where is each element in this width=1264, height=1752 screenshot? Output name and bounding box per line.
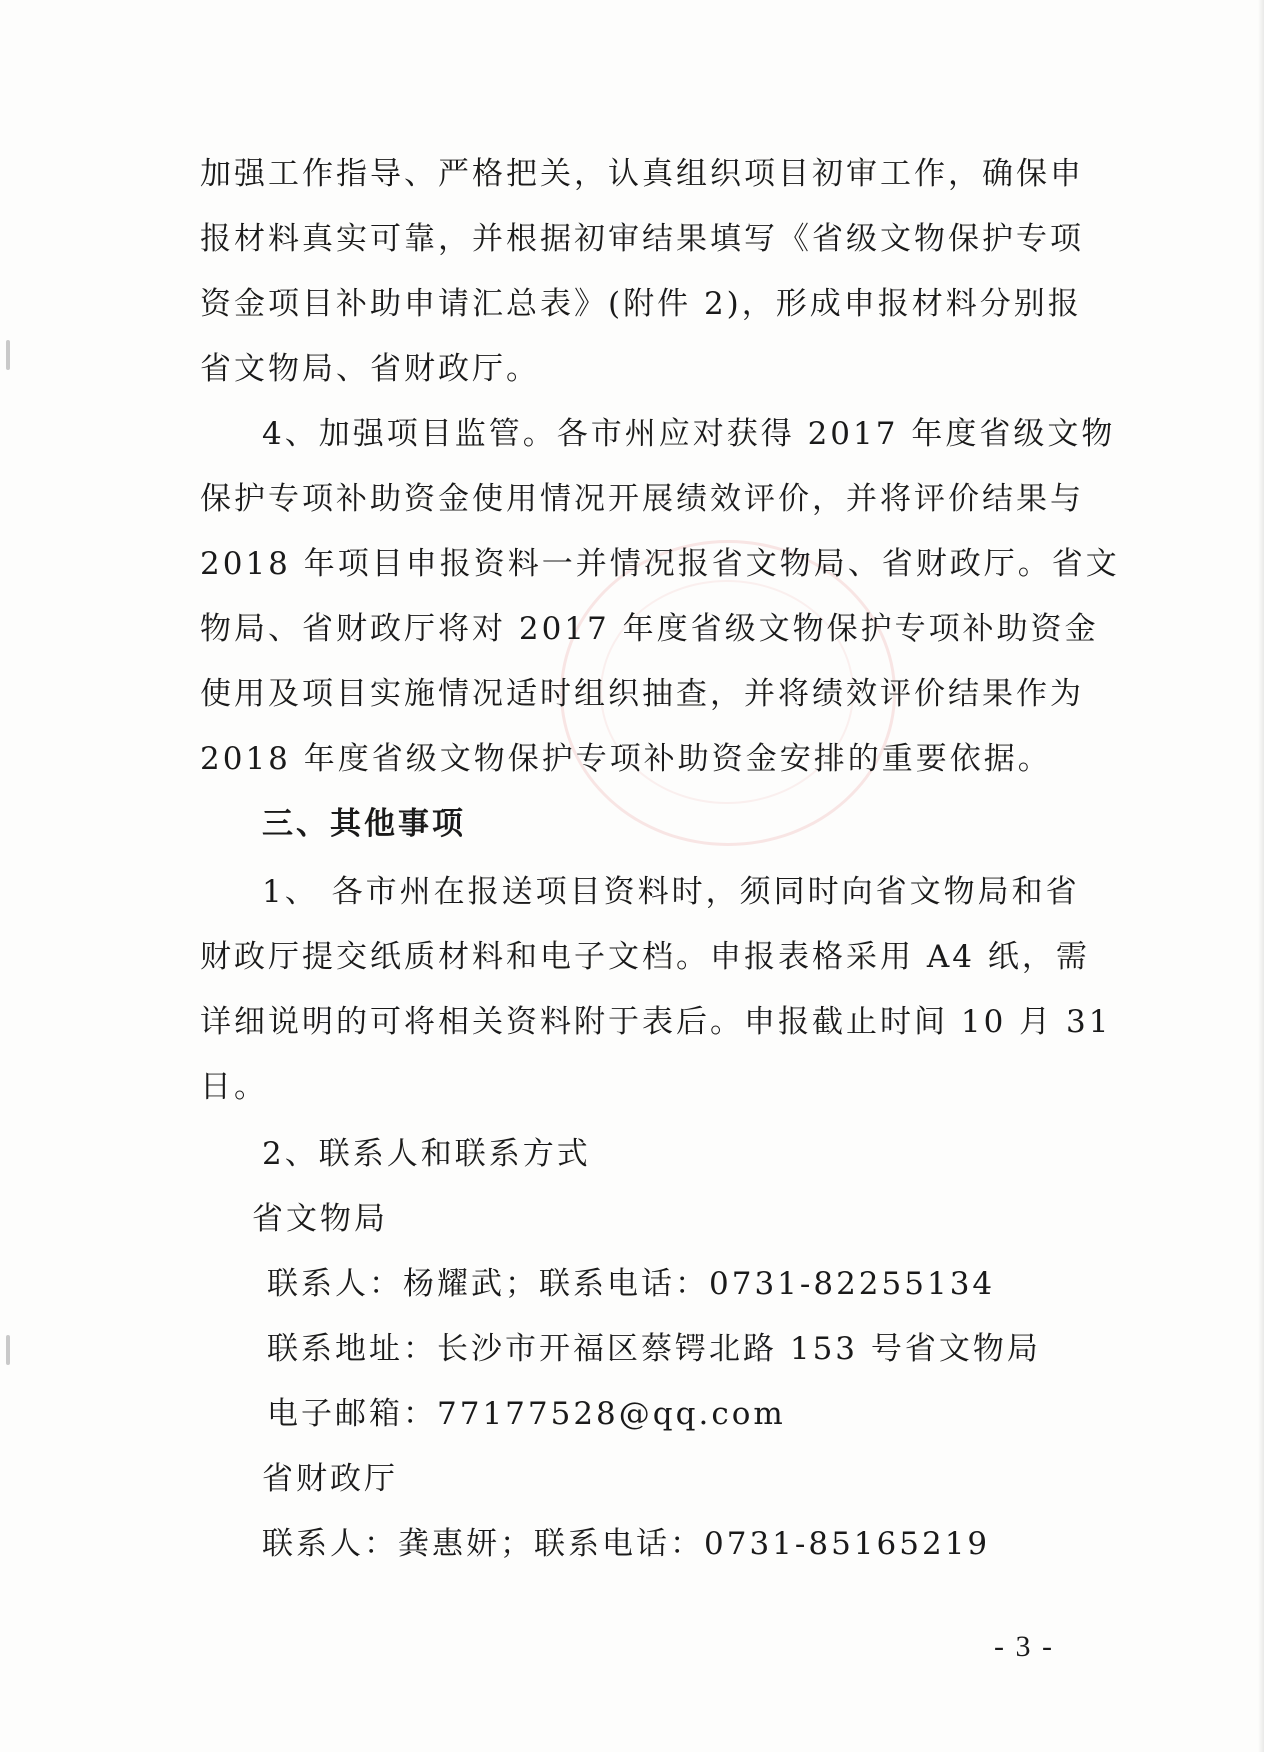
scan-edge-shadow <box>1258 0 1264 1752</box>
text-line: 4、加强项目监管。各市州应对获得 2017 年度省级文物 <box>262 416 1116 452</box>
page-number: - 3 - <box>994 1630 1054 1663</box>
text-line: 加强工作指导、严格把关，认真组织项目初审工作，确保申 <box>200 156 1084 192</box>
text-line: 保护专项补助资金使用情况开展绩效评价，并将评价结果与 <box>200 481 1084 517</box>
text-line: 报材料真实可靠，并根据初审结果填写《省级文物保护专项 <box>200 221 1084 257</box>
text-line: 2018 年项目申报资料一并情况报省文物局、省财政厅。省文 <box>200 546 1120 582</box>
text-line: 使用及项目实施情况适时组织抽查，并将绩效评价结果作为 <box>200 676 1084 712</box>
text-line: 1、 各市州在报送项目资料时，须同时向省文物局和省 <box>262 874 1080 910</box>
bureau-email: 电子邮箱：77177528@qq.com <box>267 1396 786 1432</box>
finance-name: 省财政厅 <box>262 1461 398 1497</box>
text-line: 省文物局、省财政厅。 <box>200 351 540 387</box>
item-2-title: 2、联系人和联系方式 <box>262 1136 591 1172</box>
text-line: 资金项目补助申请汇总表》(附件 2)，形成申报材料分别报 <box>200 286 1082 322</box>
bureau-address: 联系地址：长沙市开福区蔡锷北路 153 号省文物局 <box>267 1331 1041 1367</box>
scan-mark <box>6 340 10 370</box>
text-line: 财政厅提交纸质材料和电子文档。申报表格采用 A4 纸，需 <box>200 939 1090 975</box>
section-heading: 三、其他事项 <box>262 806 466 842</box>
text-line: 日。 <box>200 1069 268 1105</box>
text-line: 详细说明的可将相关资料附于表后。申报截止时间 10 月 31 <box>200 1004 1112 1040</box>
bureau-name: 省文物局 <box>252 1201 388 1237</box>
scan-mark <box>6 1335 10 1365</box>
text-line: 物局、省财政厅将对 2017 年度省级文物保护专项补助资金 <box>200 611 1099 647</box>
bureau-contact-person: 联系人：杨耀武；联系电话：0731-82255134 <box>267 1266 996 1302</box>
finance-contact-person: 联系人：龚惠妍；联系电话：0731-85165219 <box>262 1526 991 1562</box>
text-line: 2018 年度省级文物保护专项补助资金安排的重要依据。 <box>200 741 1052 777</box>
